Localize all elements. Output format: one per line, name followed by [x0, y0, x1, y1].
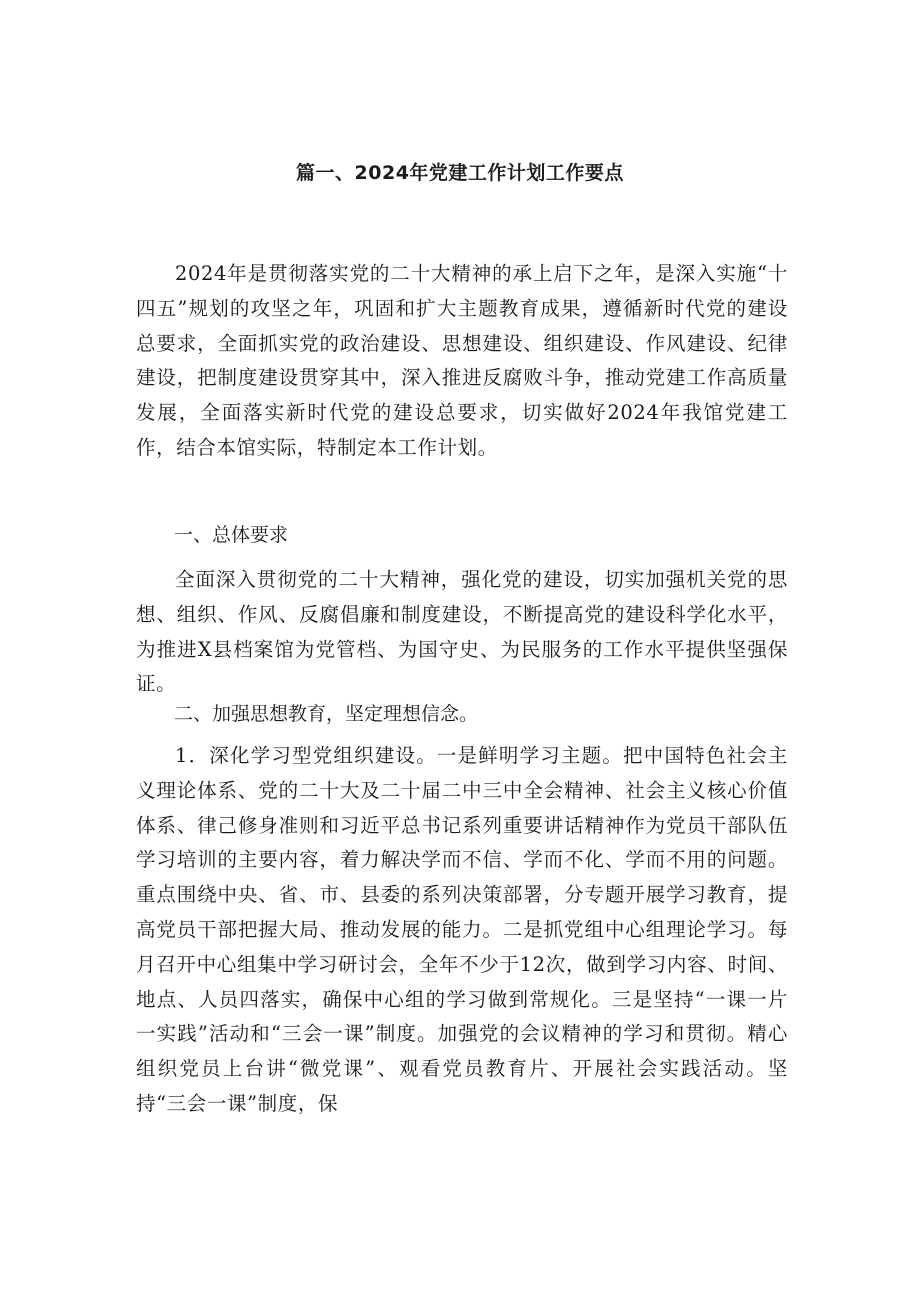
document-title: 篇一、2024年党建工作计划工作要点 — [296, 162, 624, 184]
section-one-heading: 一、总体要求 — [174, 524, 289, 546]
section-one-paragraph: 全面深入贯彻党的二十大精神，强化党的建设，切实加强机关党的思想、组织、作风、反腐倡廉和制度建设，不断提高党的建设科学化水平，为推进X县档案馆为党管档、为国守史、为民服务的工作水平提供坚强保证。 — [136, 568, 788, 696]
intro-paragraph: 2024年是贯彻落实党的二十大精神的承上启下之年，是深入实施“十四五”规划的攻坚之年，巩固和扩大主题教育成果，遵循新时代党的建设总要求，全面抓实党的政治建设、思想建设、组织建设、作风建设、纪律建设，把制度建设贯穿其中，深入推进反腐败斗争，推动党建工作高质量发展，全面落实新时代党的建设总要求，切实做好2024年我馆党建工作，结合本馆实际，特制定本工作计划。 — [136, 262, 788, 459]
section-two-heading: 二、加强思想教育，坚定理想信念。 — [174, 703, 479, 725]
section-two-paragraph: 1．深化学习型党组织建设。一是鲜明学习主题。把中国特色社会主义理论体系、党的二十大及二十届二中三中全会精神、社会主义核心价值体系、律己修身准则和习近平总书记系列重要讲话精神作为党员干部队伍学习培训的主要内容，着力解决学而不信、学而不化、学而不用的问题。重点围绕中央、省、市、县委的系列决策部署，分专题开展学习教育，提高党员干部把握大局、推动发展的能力。二是抓党组中心组理论学习。每月召开中心组集中学习研讨会，全年不少于12次，做到学习内容、时间、地点、人员四落实，确保中心组的学习做到常规化。三是坚持“一课一片一实践”活动和“三会一课”制度。加强党的会议精神的学习和贯彻。精心组织党员上台讲“微党课”、观看党员教育片、开展社会实践活动。坚持“三会一课”制度，保 — [136, 744, 788, 1115]
